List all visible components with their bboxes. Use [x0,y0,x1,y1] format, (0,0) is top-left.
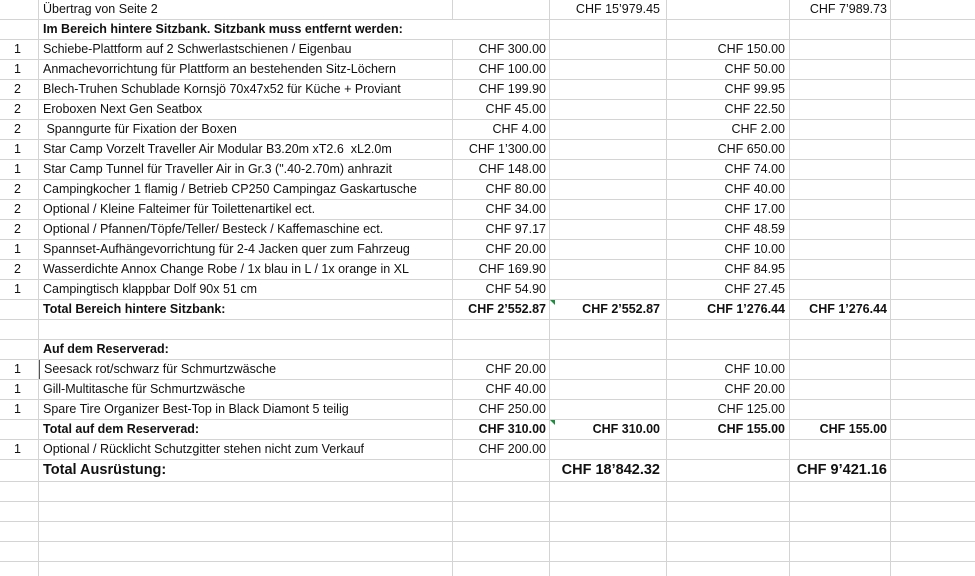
cell-half-total[interactable] [790,280,891,299]
item-description[interactable]: Gill-Multitasche für Schmurtzwäsche [39,380,453,399]
item-description[interactable]: Star Camp Vorzelt Traveller Air Modular B3.20m xT2.6 xL2.0m [39,140,453,159]
item-description[interactable]: Spanngurte für Fixation der Boxen [39,120,453,139]
cell-half[interactable] [667,460,790,481]
cell-total[interactable] [550,380,667,399]
cell-empty[interactable] [790,562,891,576]
item-price[interactable]: CHF 300.00 [453,40,550,59]
cell-empty[interactable] [550,542,667,561]
cell-half-total[interactable] [790,100,891,119]
cell-qty[interactable] [0,300,39,319]
item-price[interactable]: CHF 20.00 [453,240,550,259]
formula-warning-indicator[interactable] [550,300,555,305]
table-row [0,140,975,160]
item-price[interactable]: CHF 1’300.00 [453,140,550,159]
cell-qty[interactable] [0,460,39,481]
cell-empty[interactable] [790,542,891,561]
cell-half-total[interactable] [790,60,891,79]
item-qty[interactable]: 1 [0,400,39,419]
cell-half[interactable] [667,340,790,359]
cell-empty[interactable] [39,482,453,501]
cell-half-total[interactable] [790,160,891,179]
cell-half-total[interactable] [790,400,891,419]
cell-empty[interactable] [891,300,975,319]
item-price[interactable]: CHF 34.00 [453,200,550,219]
grand-total-half[interactable]: CHF 9’421.16 [790,460,891,481]
cell-total[interactable] [550,260,667,279]
cell-empty[interactable] [891,522,975,541]
cell-empty[interactable] [0,502,39,521]
item-qty[interactable]: 2 [0,220,39,239]
grand-total-row [0,460,975,482]
cell-empty[interactable] [790,320,891,339]
section-title-rear-bench[interactable]: Im Bereich hintere Sitzbank. Sitzbank muss entfernt werden: [43,22,403,36]
item-qty[interactable]: 1 [0,280,39,299]
item-description[interactable]: Campingtisch klappbar Dolf 90x 51 cm [39,280,453,299]
table-row [0,180,975,200]
item-price[interactable]: CHF 54.90 [453,280,550,299]
table-row [0,40,975,60]
cell-half-total[interactable] [790,180,891,199]
item-description[interactable]: Blech-Truhen Schublade Kornsjö 70x47x52 für Küche + Proviant [39,80,453,99]
item-price[interactable]: CHF 169.90 [453,260,550,279]
cell-empty[interactable] [453,522,550,541]
cell-half-total[interactable] [790,40,891,59]
cell-price[interactable] [453,20,550,39]
item-half-price[interactable]: CHF 2.00 [667,120,790,139]
cell-empty[interactable] [891,380,975,399]
item-description[interactable]: Spare Tire Organizer Best-Top in Black Diamont 5 teilig [39,400,453,419]
section-total-sum[interactable]: CHF 310.00 [550,420,667,439]
table-row [0,360,975,380]
section-total-price[interactable]: CHF 310.00 [453,420,550,439]
cell-empty[interactable] [39,542,453,561]
table-row [0,80,975,100]
section-total-half-sum[interactable]: CHF 155.00 [790,420,891,439]
item-half-price[interactable]: CHF 27.45 [667,280,790,299]
cell-empty[interactable] [453,562,550,576]
cell-total[interactable] [550,20,667,39]
cell-empty[interactable] [39,320,453,339]
item-half-price[interactable]: CHF 84.95 [667,260,790,279]
empty-row [0,320,975,340]
item-qty[interactable]: 2 [0,100,39,119]
grand-total-sum[interactable]: CHF 18’842.32 [550,460,667,481]
table-row [0,380,975,400]
item-half-price[interactable]: CHF 150.00 [667,40,790,59]
cell-empty[interactable] [891,220,975,239]
item-qty[interactable]: 2 [0,120,39,139]
empty-row [0,502,975,522]
section-title-row [0,340,975,360]
cell-half-total[interactable] [790,140,891,159]
item-half-price[interactable]: CHF 74.00 [667,160,790,179]
item-half-price[interactable]: CHF 17.00 [667,200,790,219]
item-price[interactable]: CHF 4.00 [453,120,550,139]
cell-half-total[interactable] [790,380,891,399]
item-price[interactable]: CHF 20.00 [453,360,550,379]
cell-empty[interactable] [0,482,39,501]
cell-empty[interactable] [667,320,790,339]
cell-empty[interactable] [667,562,790,576]
table-row [0,400,975,420]
cell-empty[interactable] [453,502,550,521]
cell-half[interactable] [667,440,790,459]
cell-empty[interactable] [891,0,975,19]
item-half-price[interactable]: CHF 99.95 [667,80,790,99]
item-half-price[interactable]: CHF 10.00 [667,240,790,259]
item-qty[interactable]: 1 [0,380,39,399]
cell-half-total[interactable] [790,200,891,219]
cell-total[interactable] [550,60,667,79]
cell-half-total[interactable] [790,340,891,359]
cell-empty[interactable] [891,80,975,99]
empty-row [0,562,975,576]
item-half-price[interactable]: CHF 22.50 [667,100,790,119]
cell-empty[interactable] [891,400,975,419]
section-total-sum[interactable]: CHF 2’552.87 [550,300,667,319]
empty-row [0,522,975,542]
cell-empty[interactable] [453,320,550,339]
cell-half-total[interactable] [790,440,891,459]
item-qty[interactable]: 2 [0,200,39,219]
item-price[interactable]: CHF 80.00 [453,180,550,199]
item-description[interactable]: Optional / Rücklicht Schutzgitter stehen nicht zum Verkauf [39,440,453,459]
cell-total[interactable] [550,340,667,359]
cell-empty[interactable] [891,542,975,561]
cell-total[interactable] [550,120,667,139]
cell-empty[interactable] [790,502,891,521]
cell-total[interactable] [550,240,667,259]
item-description[interactable]: Seesack rot/schwarz für Schmurtzwäsche [39,360,453,379]
cell-qty[interactable] [0,20,39,39]
item-qty[interactable]: 1 [0,40,39,59]
carry-over-total[interactable]: CHF 15’979.45 [550,0,667,19]
cell-empty[interactable] [891,562,975,576]
item-half-price[interactable]: CHF 10.00 [667,360,790,379]
table-row [0,220,975,240]
item-description[interactable]: Spannset-Aufhängevorrichtung für 2-4 Jacken quer zum Fahrzeug [39,240,453,259]
cell-empty[interactable] [550,522,667,541]
cell-empty[interactable] [667,522,790,541]
cell-empty[interactable] [891,120,975,139]
item-qty[interactable]: 1 [0,60,39,79]
cell-empty[interactable] [891,180,975,199]
item-price[interactable]: CHF 199.90 [453,80,550,99]
cell-half-total[interactable] [790,80,891,99]
section-total-row [0,420,975,440]
cell-total[interactable] [550,280,667,299]
cell-empty[interactable] [39,502,453,521]
cell-total[interactable] [550,80,667,99]
item-qty[interactable]: 1 [0,240,39,259]
cell-empty[interactable] [891,140,975,159]
section-total-label[interactable]: Total auf dem Reserverad: [39,420,453,439]
cell-price[interactable] [453,0,550,19]
cell-total[interactable] [550,160,667,179]
cell-empty[interactable] [891,320,975,339]
cell-empty[interactable] [667,542,790,561]
item-description[interactable]: Optional / Kleine Falteimer für Toilettenartikel ect. [39,200,453,219]
cell-empty[interactable] [891,280,975,299]
section-title-spare-wheel[interactable]: Auf dem Reserverad: [39,340,453,359]
item-price[interactable]: CHF 97.17 [453,220,550,239]
section-total-half-sum[interactable]: CHF 1’276.44 [790,300,891,319]
cell-half-total[interactable] [790,240,891,259]
cell-empty[interactable] [0,542,39,561]
cell-total[interactable] [550,360,667,379]
item-qty[interactable]: 1 [0,160,39,179]
cell-empty[interactable] [891,20,975,39]
table-row [0,260,975,280]
cell-empty[interactable] [891,160,975,179]
cell-total[interactable] [550,220,667,239]
cell-empty[interactable] [550,482,667,501]
grand-total-label[interactable]: Total Ausrüstung: [39,460,453,481]
formula-warning-indicator[interactable] [550,420,555,425]
section-total-row [0,300,975,320]
item-description[interactable]: Wasserdichte Annox Change Robe / 1x blau in L / 1x orange in XL [39,260,453,279]
cell-empty[interactable] [39,562,453,576]
item-half-price[interactable]: CHF 50.00 [667,60,790,79]
section-total-half[interactable]: CHF 155.00 [667,420,790,439]
item-price[interactable]: CHF 250.00 [453,400,550,419]
table-row [0,240,975,260]
cell-empty[interactable] [891,502,975,521]
section-total-half[interactable]: CHF 1’276.44 [667,300,790,319]
cell-half-total[interactable] [790,20,891,39]
cell-empty[interactable] [891,420,975,439]
cell-empty[interactable] [0,320,39,339]
cell-total[interactable] [550,200,667,219]
item-description[interactable]: Schiebe-Plattform auf 2 Schwerlastschienen / Eigenbau [39,40,453,59]
item-price[interactable]: CHF 148.00 [453,160,550,179]
item-price[interactable]: CHF 200.00 [453,440,550,459]
empty-row [0,542,975,562]
item-half-price[interactable]: CHF 48.59 [667,220,790,239]
table-row [0,280,975,300]
item-price[interactable]: CHF 40.00 [453,380,550,399]
cell-qty[interactable] [0,420,39,439]
cell-empty[interactable] [891,360,975,379]
cell-half[interactable] [667,0,790,19]
table-row [0,120,975,140]
cell-empty[interactable] [39,522,453,541]
cell-qty[interactable] [0,0,39,19]
cell-empty[interactable] [0,562,39,576]
cell-empty[interactable] [891,440,975,459]
table-row [0,440,975,460]
table-row [0,160,975,180]
carry-over-half[interactable]: CHF 7’989.73 [790,0,891,19]
item-qty[interactable]: 1 [0,140,39,159]
item-half-price[interactable]: CHF 650.00 [667,140,790,159]
section-total-label[interactable]: Total Bereich hintere Sitzbank: [39,300,453,319]
cell-empty[interactable] [891,460,975,481]
item-price[interactable]: CHF 100.00 [453,60,550,79]
cell-price[interactable] [453,460,550,481]
cell-price[interactable] [453,340,550,359]
table-row [0,60,975,80]
cell-empty[interactable] [891,240,975,259]
cell-empty[interactable] [891,40,975,59]
item-description[interactable]: Anmachevorrichtung für Plattform an bestehenden Sitz-Löchern [39,60,453,79]
cell-empty[interactable] [891,60,975,79]
cell-total[interactable] [550,40,667,59]
table-row [0,100,975,120]
cell-empty[interactable] [891,100,975,119]
cell-empty[interactable] [550,320,667,339]
item-half-price[interactable]: CHF 20.00 [667,380,790,399]
cell-total[interactable] [550,100,667,119]
cell-empty[interactable] [667,502,790,521]
cell-empty[interactable] [0,522,39,541]
cell-empty[interactable] [667,482,790,501]
carry-over-row [0,0,975,20]
carry-over-label[interactable]: Übertrag von Seite 2 [39,0,453,19]
cell-half[interactable] [667,20,790,39]
cell-half-total[interactable] [790,120,891,139]
cell-total[interactable] [550,400,667,419]
section-title-row [0,20,975,40]
item-qty[interactable]: 1 [0,440,39,459]
cell-empty[interactable] [891,200,975,219]
cell-half-total[interactable] [790,220,891,239]
item-description[interactable]: Optional / Pfannen/Töpfe/Teller/ Besteck / Kaffemaschine ect. [39,220,453,239]
cell-half-total[interactable] [790,360,891,379]
empty-row [0,482,975,502]
cell-total[interactable] [550,140,667,159]
cell-empty[interactable] [790,482,891,501]
cell-total[interactable] [550,180,667,199]
cell-empty[interactable] [891,340,975,359]
item-qty[interactable]: 2 [0,80,39,99]
item-qty[interactable]: 2 [0,260,39,279]
cell-empty[interactable] [550,502,667,521]
cell-total[interactable] [550,440,667,459]
cell-empty[interactable] [790,522,891,541]
item-qty[interactable]: 1 [0,360,39,379]
item-half-price[interactable]: CHF 40.00 [667,180,790,199]
cell-empty[interactable] [453,542,550,561]
table-row [0,200,975,220]
section-total-price[interactable]: CHF 2’552.87 [453,300,550,319]
item-half-price[interactable]: CHF 125.00 [667,400,790,419]
item-qty[interactable]: 2 [0,180,39,199]
cell-empty[interactable] [891,260,975,279]
cell-empty[interactable] [453,482,550,501]
item-description[interactable]: Campingkocher 1 flamig / Betrieb CP250 Campingaz Gaskartusche [39,180,453,199]
item-description[interactable]: Eroboxen Next Gen Seatbox [39,100,453,119]
item-description[interactable]: Star Camp Tunnel für Traveller Air in Gr.3 (".40-2.70m) anhrazit [39,160,453,179]
cell-half-total[interactable] [790,260,891,279]
cell-empty[interactable] [550,562,667,576]
cell-empty[interactable] [891,482,975,501]
item-price[interactable]: CHF 45.00 [453,100,550,119]
cell-qty[interactable] [0,340,39,359]
